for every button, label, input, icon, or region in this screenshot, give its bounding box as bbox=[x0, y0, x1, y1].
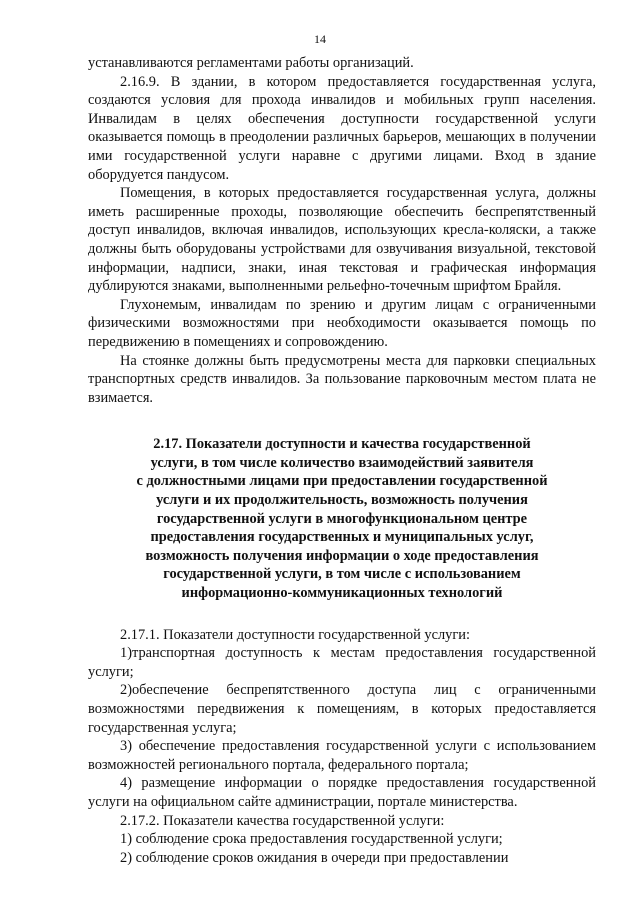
heading-line: услуги и их продолжительность, возможность получения bbox=[156, 492, 528, 509]
paragraph: 2.16.9. В здании, в котором предоставляется государственная услуга, создаются условия для прохода инвалидов и мобильных групп населения. Инвалидам в целях обеспечения доступности государственной услуги оказывается помощь в преодолении различных барьеров, мешающих в получении ими государственной услуги наравне с другими лицами. Вход в здание оборудуется пандусом. bbox=[88, 73, 596, 183]
heading-line: возможность получения информации о ходе предоставления bbox=[145, 547, 539, 564]
paragraph: устанавливаются регламентами работы организаций. bbox=[88, 55, 414, 71]
heading-line: 2.17. Показатели доступности и качества государственной bbox=[153, 436, 531, 453]
paragraph: Глухонемым, инвалидам по зрению и другим лицам с ограниченными физическими возможностями при необходимости оказывается помощь по передвижению в помещениях и сопровождению. bbox=[88, 296, 596, 350]
page-number: 14 bbox=[314, 32, 326, 46]
list-item: 2)обеспечение беспрепятственного доступа лиц с ограниченными возможностями передвижения к помещениям, в которых предоставляется государственная услуга; bbox=[88, 682, 596, 736]
paragraph: 2.17.2. Показатели качества государственной услуги: bbox=[120, 812, 445, 829]
heading-line: информационно-коммуникационных технологий bbox=[181, 585, 503, 602]
list-item: 4) размещение информации о порядке предоставления государственной услуги на официальном сайте администрации, портале министерства. bbox=[88, 775, 596, 810]
paragraph: 2.17.1. Показатели доступности государственной услуги: bbox=[120, 626, 470, 643]
list-item: 3) обеспечение предоставления государственной услуги с использованием возможностей регионального портала, федерального портала; bbox=[88, 738, 596, 773]
paragraph: На стоянке должны быть предусмотрены места для парковки специальных транспортных средств инвалидов. За пользование парковочным местом плата не взимается. bbox=[88, 352, 596, 406]
list-item: 2) соблюдение сроков ожидания в очереди при предоставлении bbox=[120, 849, 509, 866]
heading-line: предоставления государственных и муниципальных услуг, bbox=[150, 529, 534, 546]
heading-line: государственной услуги в многофункциональном центре bbox=[156, 510, 528, 527]
heading-line: услуги, в том числе количество взаимодействий заявителя bbox=[150, 454, 534, 471]
heading-line: с должностными лицами при предоставлении государственной bbox=[136, 473, 548, 490]
document-body bbox=[88, 54, 596, 867]
section-heading bbox=[88, 435, 596, 602]
paragraph: Помещения, в которых предоставляется государственная услуга, должны иметь расширенные проходы, позволяющие обеспечить беспрепятственный доступ инвалидов, включая инвалидов, использующих кресла-коляски, а также должны быть оборудованы устройствами для озвучивания визуальной, текстовой информации, надписи, знаки, иная текстовая и графическая информация дублируются знаками, выполненными рельефно-точечным шрифтом Брайля. bbox=[88, 185, 596, 295]
heading-line: государственной услуги, в том числе с использованием bbox=[163, 566, 521, 583]
list-item: 1) соблюдение срока предоставления государственной услуги; bbox=[120, 831, 503, 848]
list-item: 1)транспортная доступность к местам предоставления государственной услуги; bbox=[88, 645, 596, 680]
